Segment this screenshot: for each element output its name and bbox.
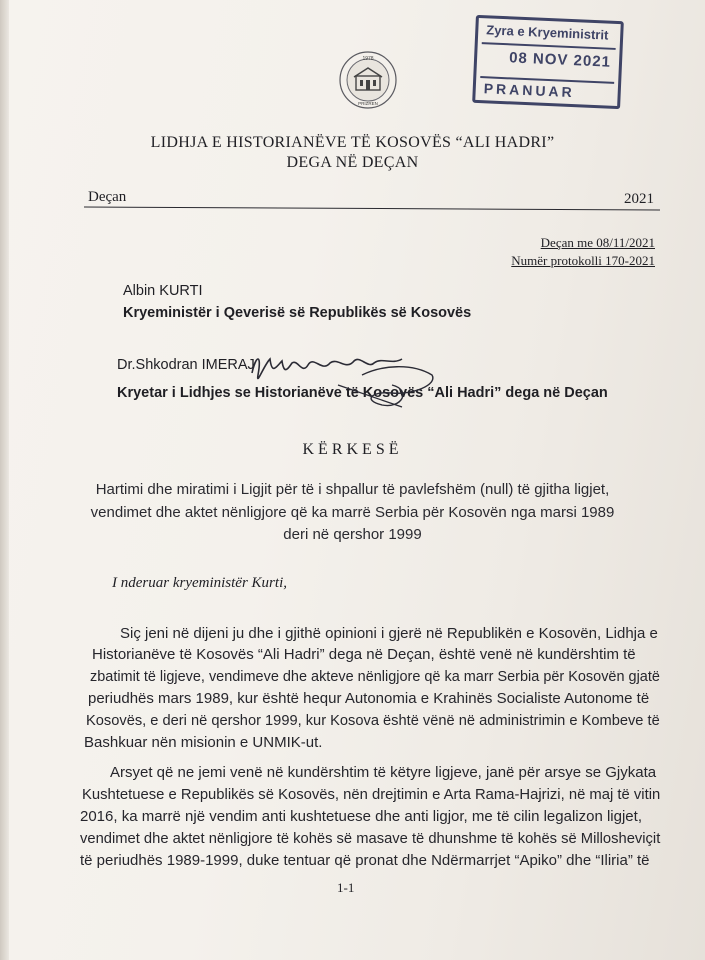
reference-date: Deçan me 08/11/2021	[540, 235, 655, 250]
body-line: zbatimit të ligjeve, vendimeve dhe akteve nënligjore që ka marr Serbia për Kosovën gjatë	[90, 668, 660, 685]
letter-year: 2021	[624, 191, 654, 207]
building-emblem-icon	[338, 50, 398, 110]
body-line: Kushtetuese e Republikës së Kosovës, nën drejtimin e Arta Rama-Hajrizi, në maj të vitin	[82, 786, 661, 803]
handwritten-signature	[242, 345, 452, 420]
document-heading: KËRKESË	[302, 441, 403, 458]
body-line: Kosovës, e deri në qershor 1999, kur Kosova është vënë në administrimin e Kombeve të	[86, 712, 660, 729]
stamp-divider	[482, 42, 616, 50]
sender-name: Dr.Shkodran IMERAJ	[117, 357, 255, 373]
stamp-date: 08 NOV 2021	[508, 49, 612, 71]
organization-name: LIDHJA E HISTORIANËVE TË KOSOVËS “ALI HADRI”	[150, 134, 555, 151]
subject-line: deri në qershor 1999	[283, 526, 422, 543]
body-line: Bashkuar nën misionin e UNMIK-ut.	[84, 734, 323, 751]
page-number: 1-1	[337, 880, 355, 895]
subject-line: Hartimi dhe miratimi i Ligjit për të i shpallur të pavlefshëm (null) të gjitha ligjet,	[95, 481, 610, 498]
recipient-title: Kryeministër i Qeverisë së Republikës së Kosovës	[123, 305, 472, 321]
body-line: Historianëve të Kosovës “Ali Hadri” dega në Deçan, është venë në kundërshtim të	[92, 646, 636, 663]
letter-place: Deçan	[88, 189, 127, 205]
sender-title: Kryetar i Lidhjes se Historianëve të Kosovës “Ali Hadri” dega në Deçan	[117, 385, 608, 401]
body-line: periudhës mars 1989, kur është hequr Autonomia e Krahinës Socialiste Autonome të	[88, 690, 650, 707]
stamp-office: Zyra e Kryeministrit	[486, 22, 609, 43]
header-rule	[84, 206, 660, 210]
logo-city: PRIZREN	[358, 101, 378, 106]
organization-logo	[338, 50, 398, 110]
logo-year: 1978	[362, 56, 374, 62]
body-line: të periudhës 1989-1999, duke tentuar që pronat dhe Ndërmarrjet “Apiko” dhe “Iliria” të	[80, 852, 650, 869]
organization-branch: DEGA NË DEÇAN	[286, 154, 419, 171]
subject-line: vendimet dhe aktet nënligjore që ka marrë Serbia për Kosovën nga marsi 1989	[90, 504, 615, 521]
body-line: Arsyet që ne jemi venë në kundërshtim të këtyre ligjeve, janë për arsye se Gjykata	[110, 764, 657, 781]
body-line: vendimet dhe aktet nënligjore të kohës së masave të dhunshme të kohës së Millosheviçit	[80, 830, 661, 847]
salutation: I nderuar kryeministër Kurti,	[112, 575, 287, 591]
body-line: Siç jeni në dijeni ju dhe i gjithë opinioni i gjerë në Republikën e Kosovën, Lidhja e	[120, 625, 658, 642]
received-stamp	[472, 15, 624, 109]
body-line: 2016, ka marrë një vendim anti kushtetuese dhe anti ligjor, me të cilin legalizon ligjet,	[80, 808, 642, 825]
recipient-name: Albin KURTI	[123, 283, 203, 299]
protocol-number: Numër protokolli 170-2021	[511, 253, 655, 268]
stamp-status: PRANUAR	[483, 80, 576, 101]
